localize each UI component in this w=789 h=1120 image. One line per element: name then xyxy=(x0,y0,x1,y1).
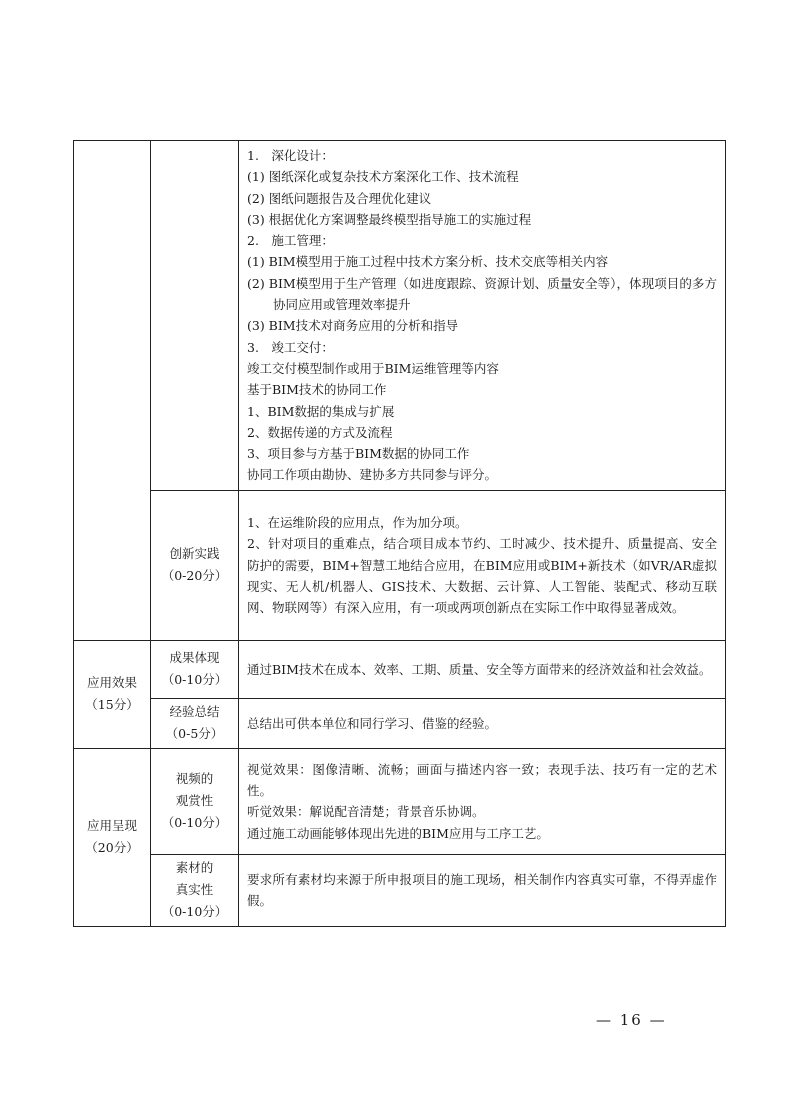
detail-line: (2) 图纸问题报告及合理优化建议 xyxy=(247,190,432,206)
detail-line: (3) BIM技术对商务应用的分析和指导 xyxy=(247,318,459,334)
detail-line: 2. 施工管理： xyxy=(247,233,334,249)
material-label-1: 素材的 xyxy=(175,860,214,876)
detail-line: 2、数据传递的方式及流程 xyxy=(247,424,393,440)
detail-line: (2) BIM模型用于生产管理（如进度跟踪、资源计划、质量安全等），体现项目的多方协同应用或管理效率提升 xyxy=(247,275,717,313)
video-score: （0-10分） xyxy=(161,815,228,831)
effect-score: （15分） xyxy=(85,697,139,713)
detail-line: 1. 深化设计： xyxy=(247,148,334,163)
video-label-1: 视频的 xyxy=(175,771,214,787)
experience-content: 总结出可供本单位和同行学习、借鉴的经验。 xyxy=(239,698,726,748)
video-line: 听觉效果：解说配音清楚；背景音乐协调。 xyxy=(247,804,485,820)
table-row-effect-result xyxy=(74,640,726,698)
video-label-cell xyxy=(151,748,239,854)
table-row-presentation-video xyxy=(74,748,726,854)
table-row-detail xyxy=(74,141,726,491)
experience-label: 经验总结 xyxy=(169,704,220,720)
detail-line: 3. 竣工交付： xyxy=(247,339,334,355)
material-score: （0-10分） xyxy=(161,904,228,920)
detail-line: (1) BIM模型用于施工过程中技术方案分析、技术交底等相关内容 xyxy=(247,254,609,270)
table-row-effect-experience xyxy=(74,698,726,748)
subcategory-cell-empty xyxy=(151,141,239,491)
scoring-table xyxy=(73,140,726,927)
material-content: 要求所有素材均来源于所申报项目的施工现场，相关制作内容真实可靠，不得弄虚作假。 xyxy=(239,854,726,926)
video-label-2: 观赏性 xyxy=(175,793,214,809)
page-number: — 16 — xyxy=(596,1011,667,1029)
presentation-score: （20分） xyxy=(85,840,139,856)
detail-line: 竣工交付模型制作或用于BIM运维管理等内容 xyxy=(247,360,499,376)
result-content: 通过BIM技术在成本、效率、工期、质量、安全等方面带来的经济效益和社会效益。 xyxy=(239,640,726,698)
detail-line: 1、BIM数据的集成与扩展 xyxy=(247,403,395,419)
detail-line: 3、项目参与方基于BIM数据的协同工作 xyxy=(247,446,470,462)
detail-line: (3) 根据优化方案调整最终模型指导施工的实施过程 xyxy=(247,211,532,227)
result-label: 成果体现 xyxy=(169,650,220,666)
detail-content xyxy=(239,141,726,491)
video-line: 通过施工动画能够体现出先进的BIM应用与工序工艺。 xyxy=(247,825,549,841)
presentation-label: 应用呈现 xyxy=(86,818,137,834)
effect-category-cell xyxy=(74,640,151,748)
table-row-innovation xyxy=(74,490,726,640)
innovation-line: 2、针对项目的重难点，结合项目成本节约、工时减少、技术提升、质量提高、安全防护的需要，BIM+智慧工地结合应用，在BIM应用或BIM+新技术（如VR/AR虚拟现实、无人机/机器人、GIS技术、大数据、云计算、人工智能、装配式、移动互联网、物联网等）有深入应用，有一项或两项创新点在实际工作中取得显著成效。 xyxy=(247,536,717,616)
result-score: （0-10分） xyxy=(161,672,228,688)
category-cell-empty xyxy=(74,141,151,641)
detail-line: 协同工作项由勘协、建协多方共同参与评分。 xyxy=(247,467,498,483)
innovation-content xyxy=(239,490,726,640)
innovation-label: 创新实践 xyxy=(169,546,220,562)
experience-label-cell xyxy=(151,698,239,748)
effect-label: 应用效果 xyxy=(86,675,137,691)
innovation-score: （0-20分） xyxy=(161,568,228,584)
table-row-presentation-material xyxy=(74,854,726,926)
material-label-2: 真实性 xyxy=(175,882,214,898)
innovation-line: 1、在运维阶段的应用点，作为加分项。 xyxy=(247,515,468,530)
detail-line: (1) 图纸深化或复杂技术方案深化工作、技术流程 xyxy=(247,169,519,185)
detail-line: 基于BIM技术的协同工作 xyxy=(247,382,387,398)
result-label-cell xyxy=(151,640,239,698)
material-label-cell xyxy=(151,854,239,926)
video-line: 视觉效果：图像清晰、流畅；画面与描述内容一致；表现手法、技巧有一定的艺术性。 xyxy=(247,761,717,798)
experience-score: （0-5分） xyxy=(165,726,224,742)
innovation-label-cell xyxy=(151,490,239,640)
video-content xyxy=(239,748,726,854)
presentation-category-cell xyxy=(74,748,151,926)
